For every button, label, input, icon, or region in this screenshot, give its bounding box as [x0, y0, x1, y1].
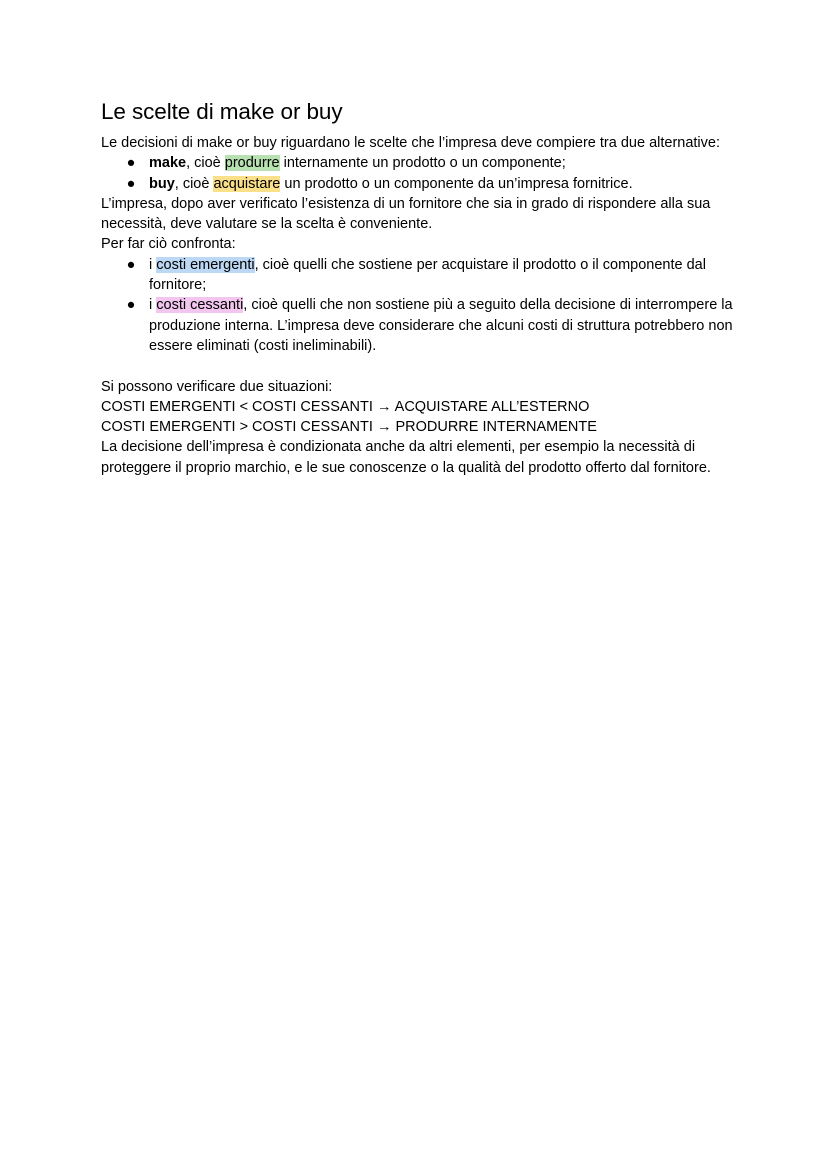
- evaluation-paragraph: L’impresa, dopo aver verificato l’esistenza di un fornitore che sia in grado di rispondere alla sua necessità, deve valutare se la scelta è conveniente.: [101, 195, 711, 233]
- costs-list: [101, 255, 741, 356]
- text-after: internamente un prodotto o un componente;: [279, 155, 566, 172]
- list-item-make: [126, 153, 741, 173]
- list-item-buy: [126, 174, 741, 194]
- text-before: i: [149, 256, 157, 273]
- text-before: , cioè: [186, 155, 225, 172]
- choices-list: [101, 153, 741, 194]
- bullet-icon: ●: [126, 256, 136, 273]
- conclusion-paragraph: La decisione dell’impresa è condizionata anche da altri elementi, per esempio la necessità di proteggere il proprio marchio, e le sue conoscenze o la qualità del prodotto offerto dal fornitore.: [101, 439, 711, 476]
- bullet-icon: ●: [126, 175, 136, 192]
- compare-intro: Per far ciò confronta:: [101, 236, 236, 253]
- highlight-costi-emergenti: costi emergenti: [156, 256, 255, 273]
- highlight-acquistare: acquistare: [213, 175, 281, 192]
- intro-paragraph: Le decisioni di make or buy riguardano le scelte che l’impresa deve compiere tra due alternative:: [101, 135, 720, 151]
- situation-produrre: COSTI EMERGENTI > COSTI CESSANTI → PRODURRE INTERNAMENTE: [101, 419, 597, 436]
- list-item-costi-cessanti: [126, 295, 741, 356]
- page-title: Le scelte di make or buy: [101, 99, 343, 124]
- term-make: make: [149, 155, 187, 172]
- paragraph-spacer: [101, 356, 741, 376]
- text-after: , cioè quelli che non sostiene più a seguito della decisione di interrompere la produzione interna. L’impresa deve considerare che alcuni costi di struttura potrebbero non essere eliminati (costi ineliminabili).: [149, 297, 733, 354]
- highlight-produrre: produrre: [224, 155, 280, 172]
- highlight-costi-cessanti: costi cessanti: [156, 297, 244, 314]
- bullet-icon: ●: [126, 297, 136, 314]
- bullet-icon: ●: [126, 155, 136, 172]
- text-before: i: [149, 297, 157, 314]
- situations-intro: Si possono verificare due situazioni:: [101, 378, 333, 395]
- list-item-costi-emergenti: [126, 255, 741, 296]
- situation-acquistare: COSTI EMERGENTI < COSTI CESSANTI → ACQUISTARE ALL’ESTERNO: [101, 398, 590, 415]
- text-after: , cioè quelli che sostiene per acquistare il prodotto o il componente dal fornitore;: [149, 256, 706, 294]
- text-before: , cioè: [174, 175, 214, 192]
- text-after: un prodotto o un componente da un’impresa fornitrice.: [280, 175, 633, 192]
- term-buy: buy: [149, 175, 175, 192]
- document-body: [101, 97, 741, 478]
